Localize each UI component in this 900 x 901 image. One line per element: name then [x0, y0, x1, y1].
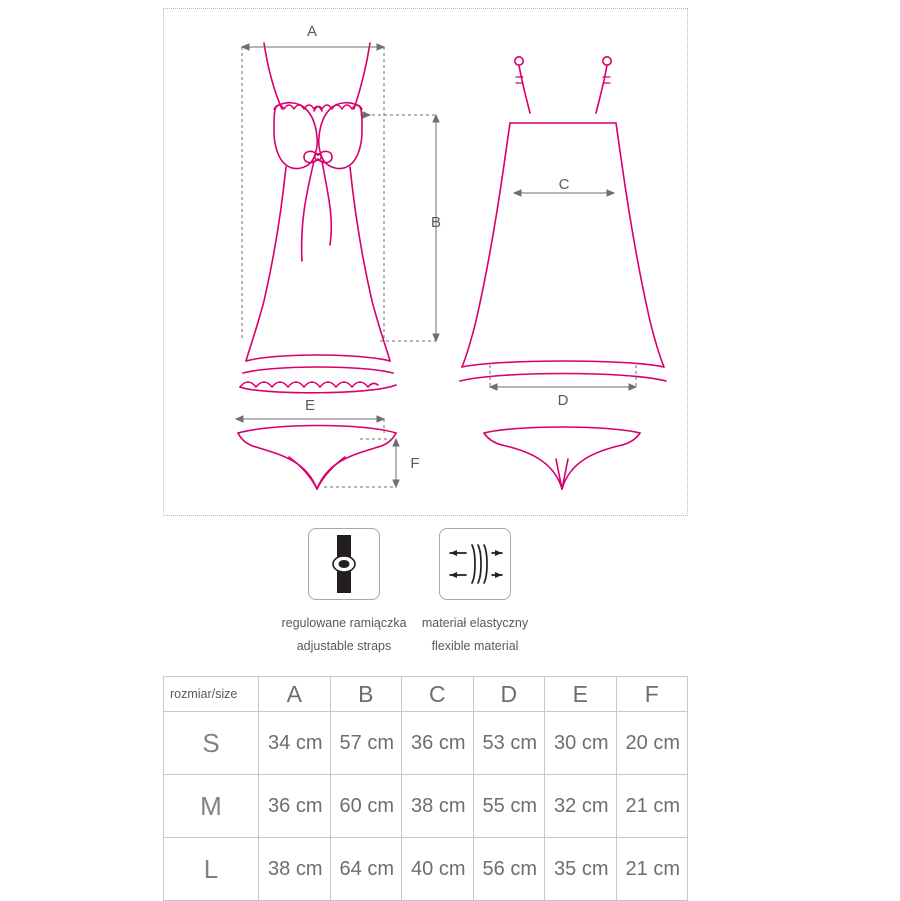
feature-caption-pl: materiał elastyczny	[421, 616, 529, 630]
cell-d: 55 cm	[473, 775, 545, 838]
cell-f: 20 cm	[616, 712, 688, 775]
cell-a: 34 cm	[259, 712, 331, 775]
cell-e: 32 cm	[545, 775, 617, 838]
cell-b: 64 cm	[330, 838, 402, 901]
feature-flexible-material	[375, 528, 575, 658]
cell-e: 30 cm	[545, 712, 617, 775]
garment-diagram-panel	[163, 8, 688, 516]
flexible-material-icon	[439, 528, 511, 600]
table-header-row	[164, 677, 688, 712]
table-row	[164, 775, 688, 838]
adjustable-strap-icon	[308, 528, 380, 600]
column-header-f: F	[616, 677, 688, 712]
feature-caption-pl: regulowane ramiączka	[281, 616, 407, 630]
column-header-c: C	[402, 677, 474, 712]
dim-label-f: F	[410, 455, 420, 472]
feature-caption-en: adjustable straps	[296, 639, 392, 654]
cell-f: 21 cm	[616, 838, 688, 901]
cell-a: 36 cm	[259, 775, 331, 838]
cell-c: 36 cm	[402, 712, 474, 775]
column-header-e: E	[545, 677, 617, 712]
size-name: L	[164, 838, 259, 901]
dim-label-a: A	[306, 23, 318, 40]
size-name: S	[164, 712, 259, 775]
cell-d: 56 cm	[473, 838, 545, 901]
cell-b: 57 cm	[330, 712, 402, 775]
cell-b: 60 cm	[330, 775, 402, 838]
dim-label-d: D	[557, 392, 569, 409]
dim-label-b: B	[430, 214, 442, 231]
dim-label-c: C	[558, 176, 570, 193]
table-row	[164, 712, 688, 775]
size-table	[163, 676, 688, 901]
column-header-a: A	[259, 677, 331, 712]
cell-f: 21 cm	[616, 775, 688, 838]
cell-d: 53 cm	[473, 712, 545, 775]
column-header-b: B	[330, 677, 402, 712]
feature-icons	[163, 528, 688, 668]
table-row	[164, 838, 688, 901]
size-name: M	[164, 775, 259, 838]
cell-a: 38 cm	[259, 838, 331, 901]
size-label-header: rozmiar/size	[164, 677, 259, 712]
cell-c: 38 cm	[402, 775, 474, 838]
garment-diagram	[164, 9, 689, 517]
cell-c: 40 cm	[402, 838, 474, 901]
column-header-d: D	[473, 677, 545, 712]
cell-e: 35 cm	[545, 838, 617, 901]
dim-label-e: E	[304, 397, 316, 414]
feature-caption-en: flexible material	[431, 639, 519, 654]
